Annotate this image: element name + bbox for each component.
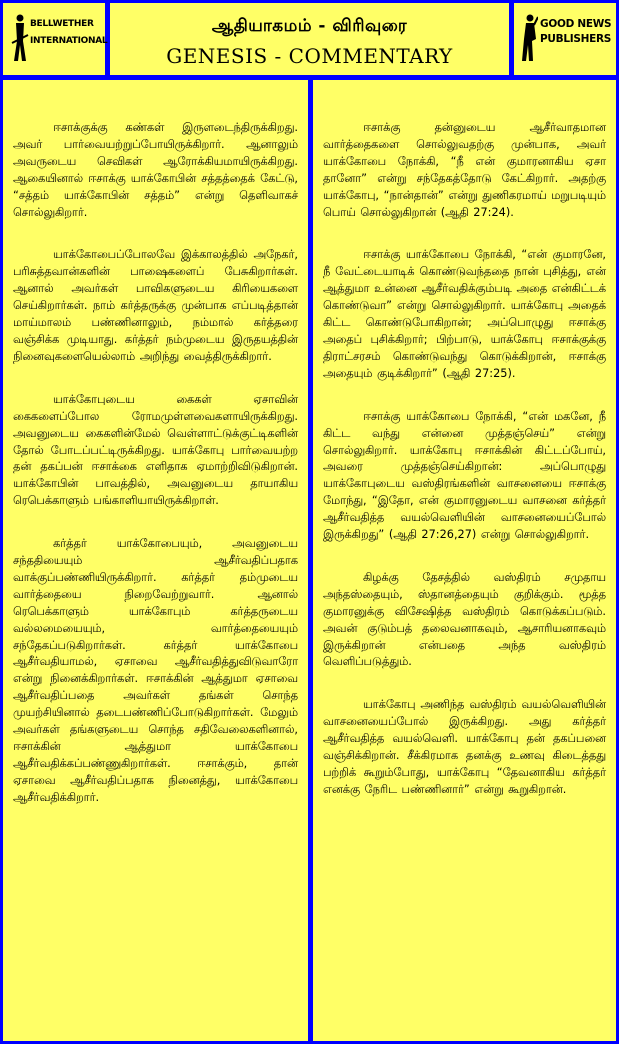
good-news-logo: [514, 3, 616, 75]
logo-left-line-1: BELLWETHER: [30, 19, 94, 29]
bellwether-logo: [3, 3, 108, 75]
right-paragraph-4: கிழக்கு தேசத்தில் வஸ்திரம் சமுதாய அந்தஸ்தையும், ஸ்தானத்தையும் குறிக்கும். மூத்த குமாரனுக்கு விசேஷித்த வஸ்திரம் கொடுக்கப்படும். அவன் குடும்பத் தலைவனாகவும், ஆசாரியனாகவும் இருக்கிறான் என்பதை அந்த வஸ்திரம் வெளிப்படுத்தும்.: [323, 570, 606, 669]
right-paragraph-2: ஈசாக்கு யாக்கோபை நோக்கி, “என் குமாரனே, நீ வேட்டையாடிக் கொண்டுவந்ததை நான் புசித்து, என் ஆத்துமா உன்னை ஆசீர்வதிக்கும்படி அதை என்கிட்டக் கொண்டுவா” என்று சொல்லுகிறார். யாக்கோபு அதைக் கிட்ட கொண்டுபோகிறான்; அப்பொழுது ஈசாக்கு அதைப் புசிக்கிறார்; பிற்பாடு, யாக்கோபு ஈசாக்குக்கு திராட்சரசம் கொண்டுவந்து கொடுக்கிறான், ஈசாக்கு அதையும் குடிக்கிறார்” (ஆதி 27:25).: [323, 248, 606, 380]
bellwether-logo-text: [30, 16, 108, 50]
title-tamil: ஆதியாகமம் - விரிவுரை: [211, 16, 408, 36]
page-header: [110, 3, 509, 75]
right-paragraph-5: யாக்கோபு அணிந்த வஸ்திரம் வயல்வெளியின் வாசனையைப்போல் இருக்கிறது. அது கர்த்தர் ஆசீர்வதித்த வயல்வெளி. யாக்கோபு தன் தகப்பனை வஞ்சிக்கிறான். சீக்கிரமாக தனக்கு உணவு கிடைத்தது பற்றிக் கூறும்போது, யாக்கோபு “தேவனாகிய கர்த்தர் எனக்கு நேரிட பண்ணினார்” என்று கூறுகிறான்.: [323, 698, 606, 796]
logo-right-line-2: PUBLISHERS: [540, 33, 611, 45]
logo-left-line-2: INTERNATIONAL: [30, 36, 108, 46]
right-paragraph-1: ஈசாக்கு தன்னுடைய ஆசீர்வாதமான வார்த்தைகளை சொல்லுவதற்கு முன்பாக, அவர் யாக்கோபை நோக்கி, “நீ என் குமாரனாகிய ஏசா தானோ” என்று சந்தேகத்தோடு கேட்கிறார். அதற்கு யாக்கோபு, “நான்தான்” என்று துணிகரமாய் மறுபடியும் பொய் சொல்லுகிறான் (ஆதி 27:24).: [323, 121, 606, 219]
left-paragraph-1: ஈசாக்குக்கு கண்கள் இருளடைந்திருக்கிறது. அவர் பார்வையற்றுப்போயிருக்கிறார். ஆனாலும் அவருடைய செவிகள் ஆரோக்கியமாயிருக்கிறது. ஆகையினால் ஈசாக்கு யாக்கோபின் சத்தத்தைக் கேட்டு, “சத்தம் யாக்கோபின் சத்தம்” என்று தெளிவாகச் சொல்லுகிறார்.: [13, 121, 298, 219]
bellwether-figure-icon: [11, 13, 29, 63]
left-paragraph-4: கர்த்தர் யாக்கோபையும், அவனுடைய சந்ததியையும் ஆசீர்வதிப்பதாக வாக்குப்பண்ணியிருக்கிறார். கர்த்தர் தம்முடைய வார்த்தையை நிறைவேற்றுவார். ஆனால் ரெபெக்காளும் யாக்கோபும் கர்த்தருடைய வல்லமையையும், வார்த்தையையும் சந்தேகப்படுகிறார்கள். கர்த்தர் யாக்கோபை ஆசீர்வதியாமல், ஏசாவை ஆசீர்வதித்துவிடுவாரோ என்று நினைக்கிறார்கள். ஈசாக்கின் ஆத்துமா ஏசாவை ஆசீர்வதிப்பதை அவர்கள் தங்கள் சொந்த முயற்சியினால் தடைபண்ணிப்போடுகிறார்கள். மேலும் அவர்கள் தங்களுடைய சொந்த சதிவேலைகளினால், ஈசாக்கின் ஆத்துமா யாக்கோபை ஆசீர்வதிக்கப்பண்ணுகிறார்கள். ஈசாக்கும், தான் ஏசாவை ஆசீர்வதிப்பதாக நினைத்து, யாக்கோபை ஆசீர்வதிக்கிறார்.: [13, 537, 298, 804]
right-column: [313, 80, 616, 1041]
right-paragraph-3: ஈசாக்கு யாக்கோபை நோக்கி, “என் மகனே, நீ கிட்ட வந்து என்னை முத்தஞ்செய்” என்று சொல்லுகிறார். யாக்கோபு ஈசாக்கின் கிட்டப்போய், அவரை முத்தஞ்செய்கிறான்: அப்பொழுது யாக்கோபுடைய வஸ்திரங்களின் வாசனையை ஈசாக்கு மோந்து, “இதோ, என் குமாரனுடைய வாசனை கர்த்தர் ஆசீர்வதித்த வயல்வெளியின் வாசனையைப்போல் இருக்கிறது” (ஆதி 27:26,27) என்று சொல்லுகிறார்.: [323, 409, 606, 542]
left-paragraph-2: யாக்கோபைப்போலவே இக்காலத்தில் அநேகர், பரிசுத்தவான்களின் பாஷைகளைப் பேசுகிறார்கள். ஆனால் அவர்கள் பாவிகளுடைய கிரியைகளை செய்கிறார்கள். நாம் கர்த்தருக்கு முன்பாக எப்படித்தான் மாய்மாலம் பண்ணினாலும், நம்மால் கர்த்தரை வஞ்சிக்க முடியாது. கர்த்தர் நம்முடைய இருதயத்தின் நினைவுகளையெல்லாம் அறிந்து வைத்திருக்கிறார்.: [13, 248, 298, 363]
logo-right-line-1: GOOD NEWS: [540, 18, 612, 30]
good-news-logo-text: [540, 17, 614, 47]
left-column: [3, 80, 308, 1041]
title-english: GENESIS - COMMENTARY: [166, 44, 453, 68]
good-news-figure-icon: [520, 13, 538, 63]
left-paragraph-3: யாக்கோபுடைய கைகள் ஏசாவின் கைகளைப்போல ரோமமுள்ளவைகளாயிருக்கிறது. அவனுடைய கைகளின்மேல் வெள்ளாட்டுக்குட்டிகளின் தோல் போடப்பட்டிருக்கிறது. யாக்கோபு பார்வையற்ற தன் தகப்பன் ஈசாக்கை எளிதாக ஏமாற்றிவிடுகிறான். யாக்கோபின் பாவத்தில், அவனுடைய தாயாகிய ரெபெக்காளும் பங்காளியாயிருக்கிறாள்.: [13, 392, 298, 508]
